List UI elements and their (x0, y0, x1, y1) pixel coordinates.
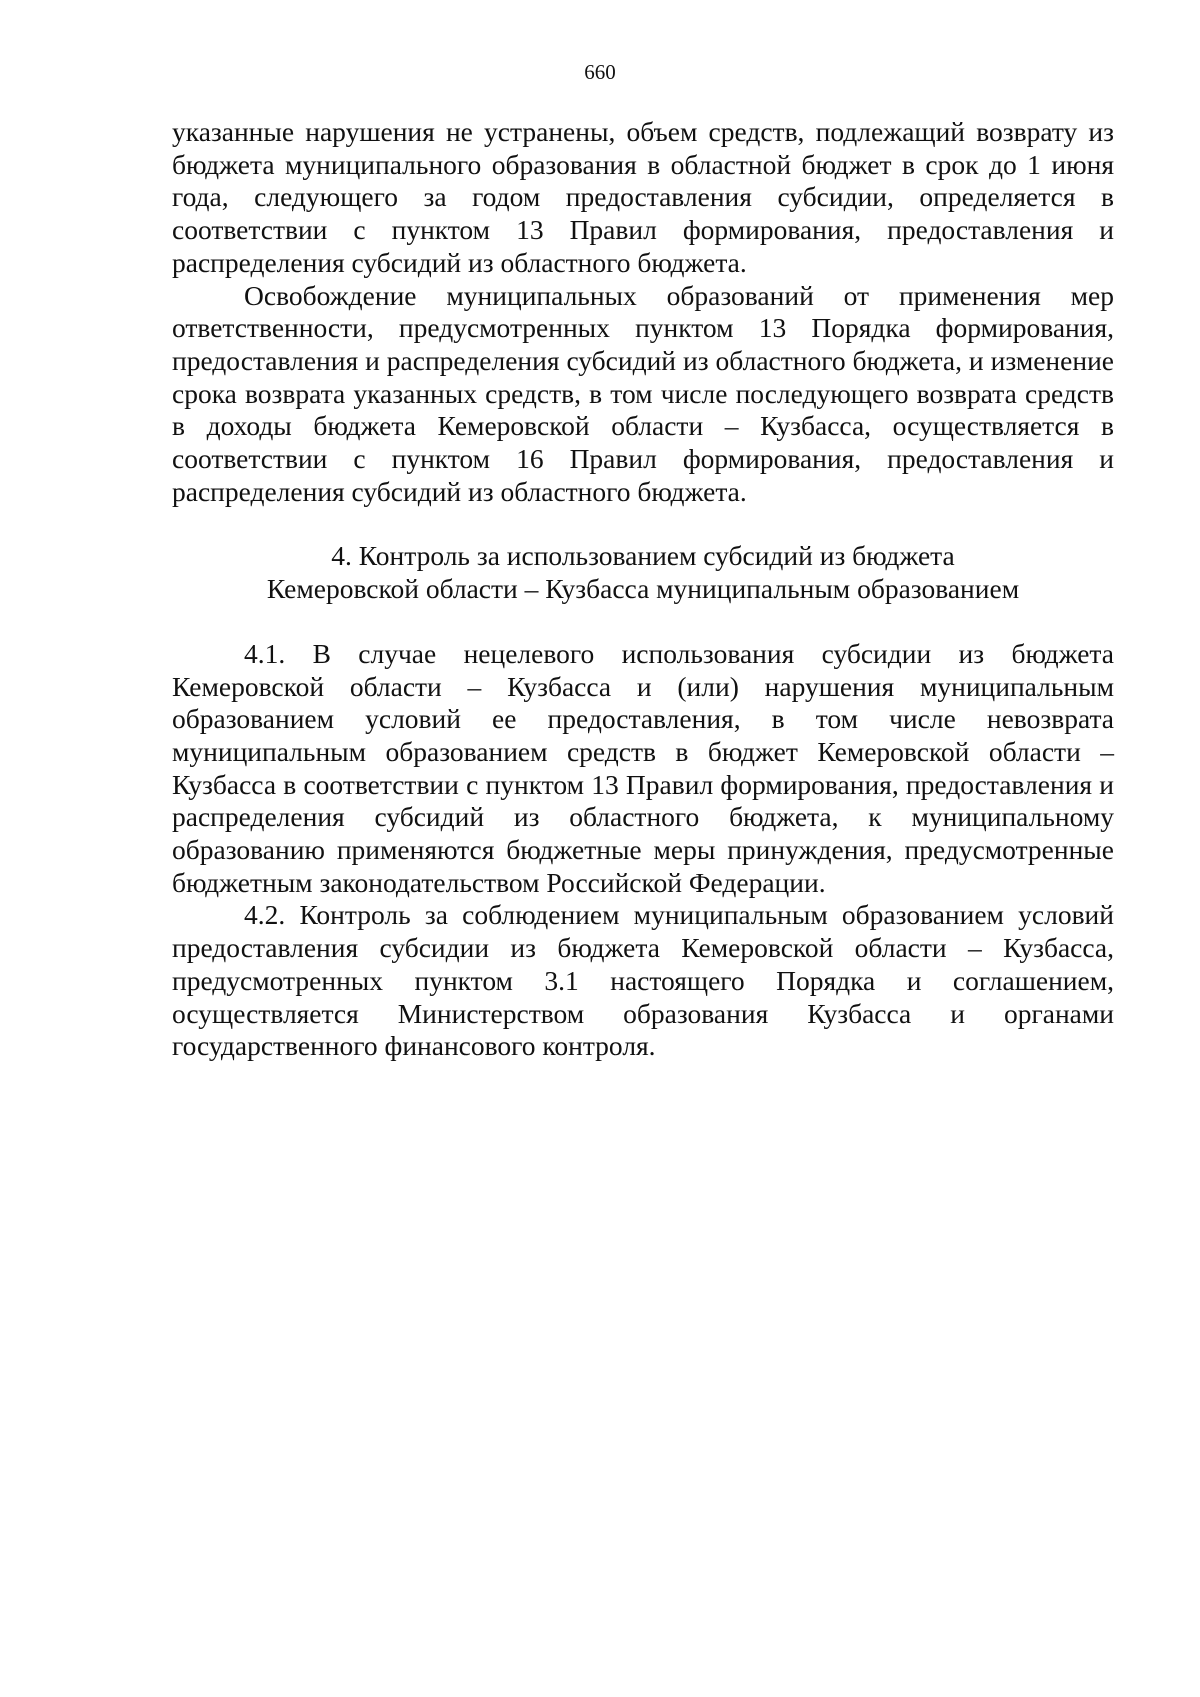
page-number: 660 (584, 60, 616, 84)
section-4-title-line-2: Кемеровской области – Кузбасса муниципальным образованием (266, 573, 1020, 605)
section-4-title-line-1: 4. Контроль за использованием субсидий из бюджета (331, 540, 955, 572)
paragraph-4-2: 4.2. Контроль за соблюдением муниципальным образованием условий предоставления субсидии из бюджета Кемеровской области – Кузбасса, предусмотренных пунктом 3.1 настоящего Порядка и соглашением, осуществляется Министерством образования Кузбасса и органами государственного финансового контроля. (172, 899, 1114, 1062)
document-body (172, 116, 1114, 1063)
paragraph-continuation: указанные нарушения не устранены, объем средств, подлежащий возврату из бюджета муниципального образования в областной бюджет в срок до 1 июня года, следующего за годом предоставления субсидии, определяется в соответствии с пунктом 13 Правил формирования, предоставления и распределения субсидий из областного бюджета. (172, 116, 1114, 278)
paragraph-4-1: 4.1. В случае нецелевого использования субсидии из бюджета Кемеровской области – Кузбасса и (или) нарушения муниципальным образованием условий ее предоставления, в том числе невозврата муниципальным образованием средств в бюджет Кемеровской области – Кузбасса в соответствии с пунктом 13 Правил формирования, предоставления и распределения субсидий из областного бюджета, к муниципальному образованию применяются бюджетные меры принуждения, предусмотренные бюджетным законодательством Российской Федерации. (172, 637, 1114, 898)
paragraph-exemption: Освобождение муниципальных образований от применения мер ответственности, предусмотренных пунктом 13 Порядка формирования, предоставления и распределения субсидий из областного бюджета, и изменение срока возврата указанных средств, в том числе последующего возврата средств в доходы бюджета Кемеровской области – Кузбасса, осуществляется в соответствии с пунктом 16 Правил формирования, предоставления и распределения субсидий из областного бюджета. (172, 279, 1114, 507)
section-4-heading (172, 540, 1114, 605)
